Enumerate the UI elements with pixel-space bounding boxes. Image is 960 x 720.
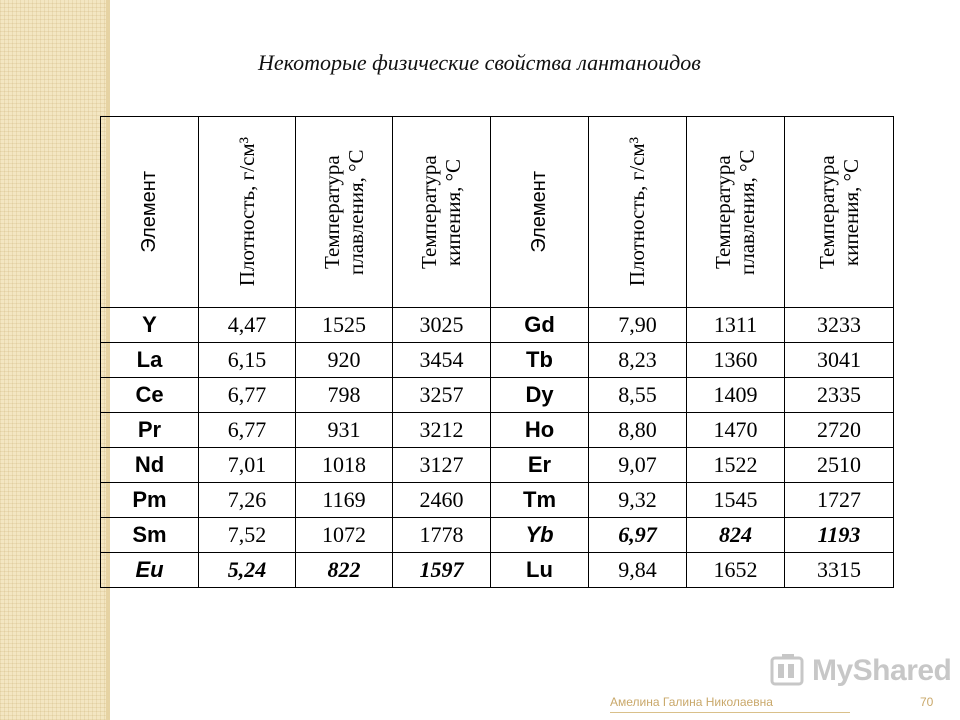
melting-point-cell: 1018	[296, 448, 393, 483]
boiling-point-cell: 2510	[785, 448, 894, 483]
density-cell: 9,07	[589, 448, 687, 483]
table-row	[101, 518, 894, 553]
density-cell: 5,24	[199, 553, 296, 588]
header-cell	[199, 117, 296, 308]
header-melting-point: Температура плавления, °С	[319, 149, 368, 275]
melting-point-cell: 822	[296, 553, 393, 588]
table-row	[101, 308, 894, 343]
melting-point-cell: 1652	[687, 553, 785, 588]
header-cell	[589, 117, 687, 308]
boiling-point-cell: 2720	[785, 413, 894, 448]
density-cell: 8,55	[589, 378, 687, 413]
density-cell: 8,80	[589, 413, 687, 448]
watermark-text: MyShared	[812, 654, 952, 687]
boiling-point-cell: 3212	[393, 413, 491, 448]
boiling-point-cell: 2335	[785, 378, 894, 413]
boiling-point-cell: 3315	[785, 553, 894, 588]
table-row	[101, 378, 894, 413]
element-symbol: Ho	[491, 413, 589, 448]
element-symbol: Pm	[101, 483, 199, 518]
melting-point-cell: 1545	[687, 483, 785, 518]
boiling-point-cell: 3233	[785, 308, 894, 343]
boiling-point-cell: 1193	[785, 518, 894, 553]
element-symbol: Er	[491, 448, 589, 483]
table-row	[101, 483, 894, 518]
table-row	[101, 413, 894, 448]
element-symbol: Gd	[491, 308, 589, 343]
element-symbol: Lu	[491, 553, 589, 588]
decorative-side-band	[0, 0, 106, 720]
header-boiling-point: Температура кипения, °С	[814, 155, 863, 269]
header-element: Элемент	[138, 171, 160, 253]
header-cell	[393, 117, 491, 308]
table-header-row	[101, 117, 894, 308]
element-symbol: Pr	[101, 413, 199, 448]
melting-point-cell: 1409	[687, 378, 785, 413]
element-symbol: Tm	[491, 483, 589, 518]
melting-point-cell: 920	[296, 343, 393, 378]
element-symbol: Yb	[491, 518, 589, 553]
element-symbol: Y	[101, 308, 199, 343]
melting-point-cell: 798	[296, 378, 393, 413]
density-cell: 6,15	[199, 343, 296, 378]
melting-point-cell: 931	[296, 413, 393, 448]
density-cell: 7,52	[199, 518, 296, 553]
header-density: Плотность, г/см³	[625, 137, 650, 287]
density-cell: 7,26	[199, 483, 296, 518]
melting-point-cell: 1169	[296, 483, 393, 518]
header-cell	[785, 117, 894, 308]
density-cell: 6,77	[199, 413, 296, 448]
boiling-point-cell: 1778	[393, 518, 491, 553]
boiling-point-cell: 3257	[393, 378, 491, 413]
melting-point-cell: 1522	[687, 448, 785, 483]
table-row	[101, 343, 894, 378]
boiling-point-cell: 1597	[393, 553, 491, 588]
myshared-logo-icon	[768, 652, 808, 690]
header-cell	[296, 117, 393, 308]
boiling-point-cell: 3025	[393, 308, 491, 343]
header-cell	[687, 117, 785, 308]
density-cell: 9,32	[589, 483, 687, 518]
boiling-point-cell: 2460	[393, 483, 491, 518]
boiling-point-cell: 3127	[393, 448, 491, 483]
page-number: 70	[920, 695, 934, 709]
footer-divider	[610, 712, 850, 713]
myshared-watermark	[768, 652, 951, 690]
header-melting-point: Температура плавления, °С	[711, 149, 760, 275]
boiling-point-cell: 3041	[785, 343, 894, 378]
melting-point-cell: 824	[687, 518, 785, 553]
density-cell: 4,47	[199, 308, 296, 343]
boiling-point-cell: 1727	[785, 483, 894, 518]
density-cell: 6,97	[589, 518, 687, 553]
element-symbol: Ce	[101, 378, 199, 413]
melting-point-cell: 1311	[687, 308, 785, 343]
density-cell: 9,84	[589, 553, 687, 588]
melting-point-cell: 1360	[687, 343, 785, 378]
element-symbol: Sm	[101, 518, 199, 553]
page-title: Некоторые физические свойства лантаноидов	[258, 50, 701, 75]
density-cell: 8,23	[589, 343, 687, 378]
density-cell: 7,01	[199, 448, 296, 483]
lanthanide-properties-table	[100, 116, 894, 588]
element-symbol: Dy	[491, 378, 589, 413]
melting-point-cell: 1470	[687, 413, 785, 448]
header-density: Плотность, г/см³	[234, 137, 259, 287]
header-cell	[491, 117, 589, 308]
element-symbol: Tb	[491, 343, 589, 378]
melting-point-cell: 1072	[296, 518, 393, 553]
header-boiling-point: Температура кипения, °С	[417, 155, 466, 269]
table-row	[101, 553, 894, 588]
footer-author: Амелина Галина Николаевна	[610, 695, 773, 709]
header-cell	[101, 117, 199, 308]
element-symbol: Nd	[101, 448, 199, 483]
element-symbol: La	[101, 343, 199, 378]
table-row	[101, 448, 894, 483]
header-element: Элемент	[528, 171, 550, 253]
density-cell: 6,77	[199, 378, 296, 413]
density-cell: 7,90	[589, 308, 687, 343]
element-symbol: Eu	[101, 553, 199, 588]
melting-point-cell: 1525	[296, 308, 393, 343]
boiling-point-cell: 3454	[393, 343, 491, 378]
